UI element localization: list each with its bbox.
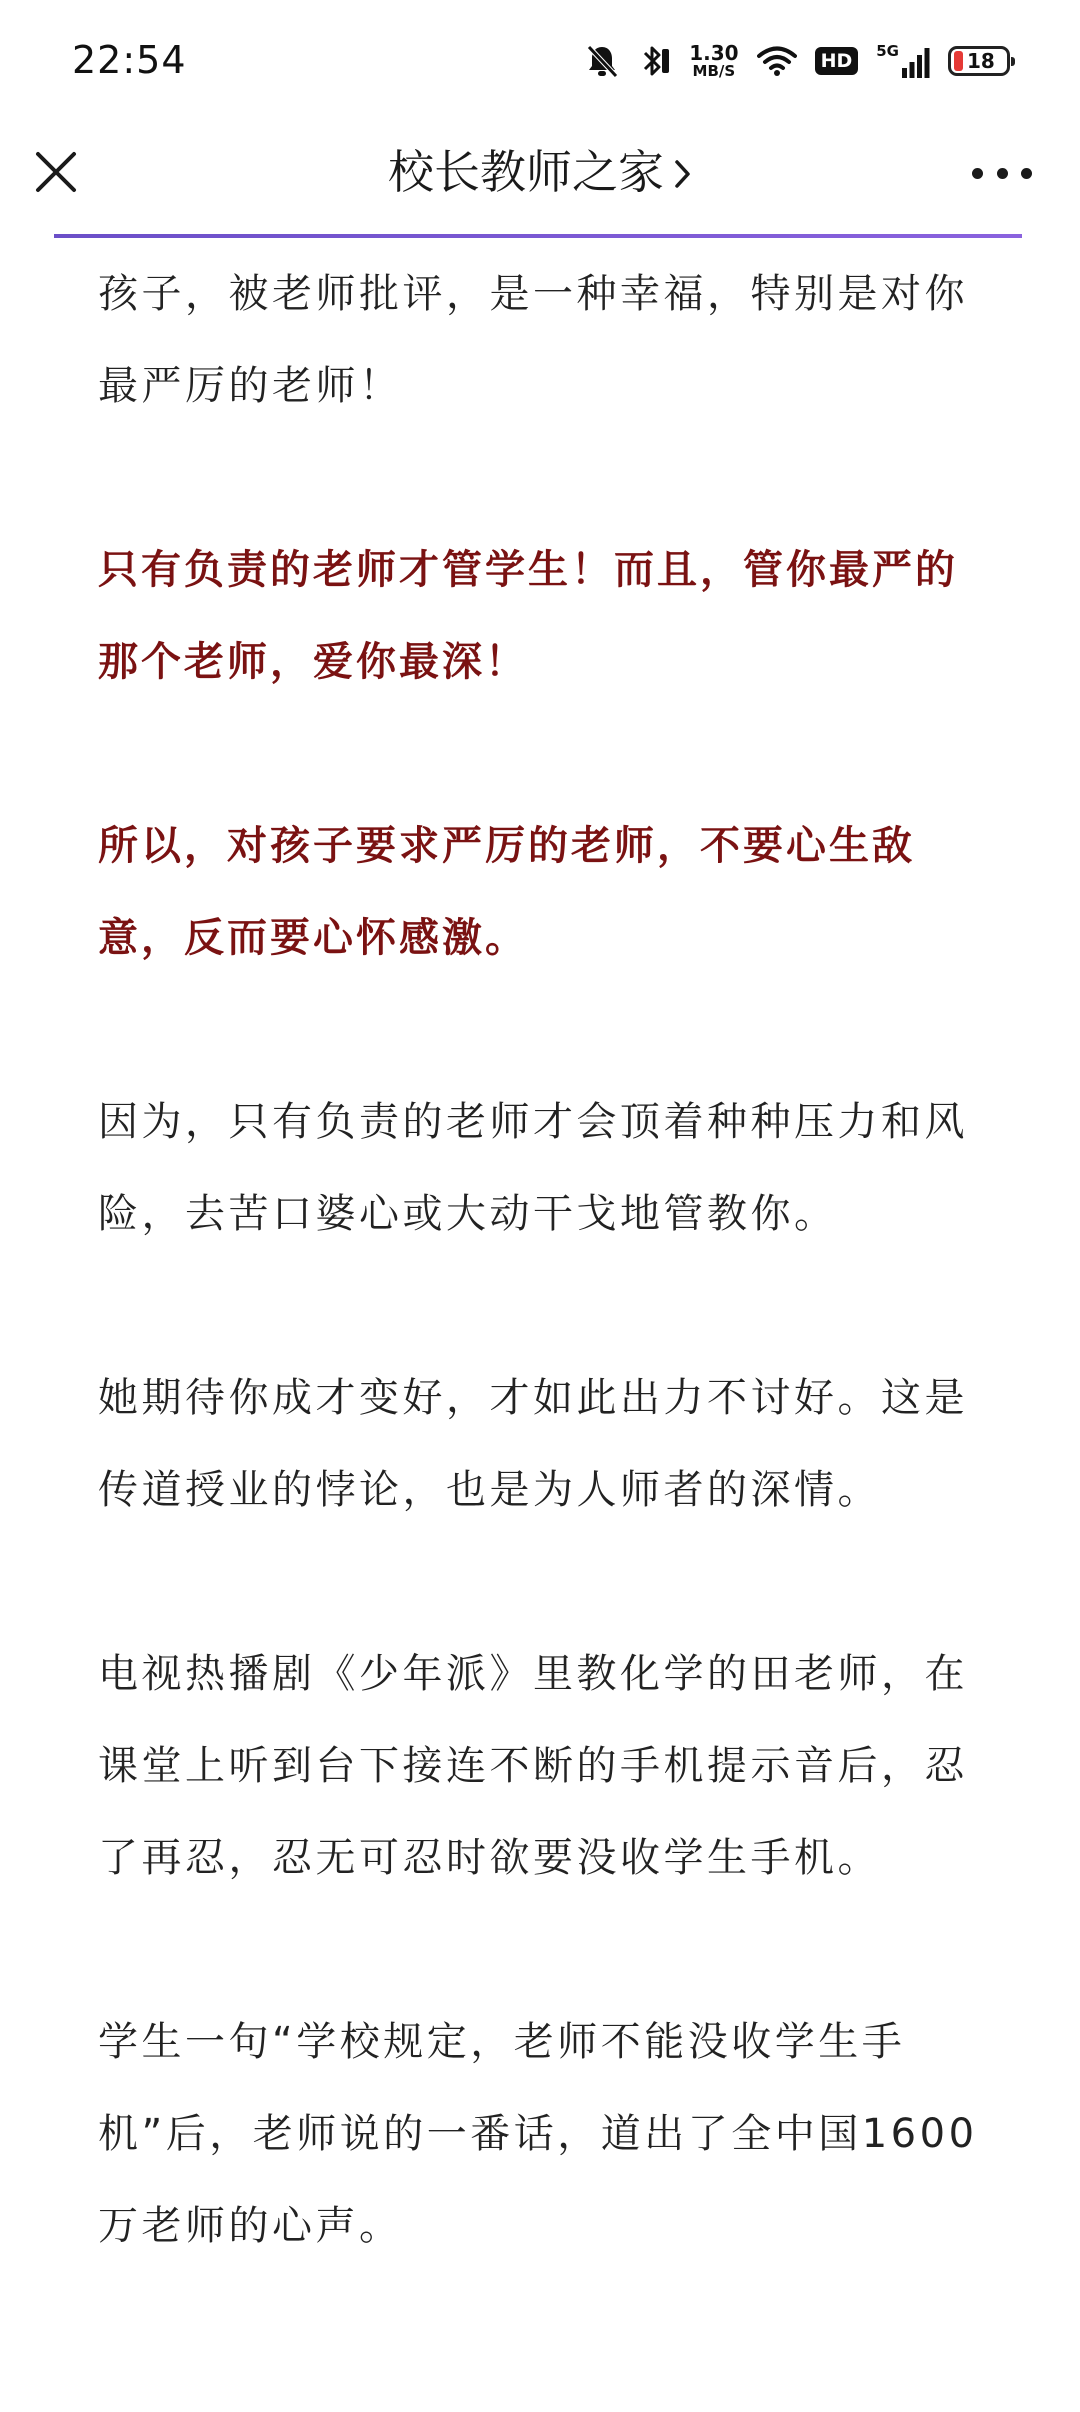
- network-type-label: 5G: [876, 42, 899, 60]
- more-dot-icon: [997, 168, 1008, 179]
- article-header: [0, 120, 1080, 230]
- battery-level: 18: [967, 49, 995, 73]
- article-paragraph: 电视热播剧《少年派》里教化学的田老师，在课堂上听到台下接连不断的手机提示音后，忍了再忍，忍无可忍时欲要没收学生手机。: [98, 1651, 968, 1881]
- article-paragraph: 孩子，被老师批评，是一种幸福，特别是对你最严厉的老师！: [98, 271, 968, 409]
- network-speed-unit: MB/S: [692, 62, 736, 80]
- article-paragraph-highlight: 所以，对孩子要求严厉的老师，不要心生敌意，反而要心怀感激。: [98, 823, 915, 961]
- status-icons: [585, 36, 1010, 86]
- battery-icon: [948, 46, 1010, 76]
- network-speed-value: 1.30: [689, 41, 739, 65]
- more-dot-icon: [972, 168, 983, 179]
- article-paragraph: 因为，只有负责的老师才会顶着种种压力和风险，去苦口婆心或大动干戈地管教你。: [98, 1099, 968, 1237]
- article-body: [98, 248, 978, 2364]
- reading-progress-bar: [54, 234, 1022, 238]
- mute-bell-icon: [585, 43, 619, 79]
- account-title-link[interactable]: [0, 142, 1080, 203]
- status-time: 22:54: [72, 38, 187, 82]
- chevron-right-icon: [674, 143, 692, 203]
- more-dot-icon: [1021, 168, 1032, 179]
- article-paragraph-highlight: 只有负责的老师才管学生！而且，管你最严的那个老师，爱你最深！: [98, 547, 958, 685]
- status-bar: [0, 0, 1080, 120]
- reading-progress-fill: [54, 234, 1022, 238]
- wifi-icon: [757, 45, 797, 77]
- article-paragraph: 学生一句“学校规定，老师不能没收学生手机”后，老师说的一番话，道出了全中国1600万老师的心声。: [98, 2019, 978, 2249]
- account-title: 校长教师之家: [388, 145, 664, 199]
- battery-fill: [954, 51, 963, 71]
- bluetooth-icon: [637, 43, 671, 79]
- article-paragraph: 她期待你成才变好，才如此出力不讨好。这是传道授业的悖论，也是为人师者的深情。: [98, 1375, 968, 1513]
- network-speed: [689, 43, 738, 79]
- more-options-button[interactable]: [972, 158, 1032, 188]
- hd-badge: HD: [815, 47, 859, 75]
- signal-5g-icon: [876, 44, 930, 78]
